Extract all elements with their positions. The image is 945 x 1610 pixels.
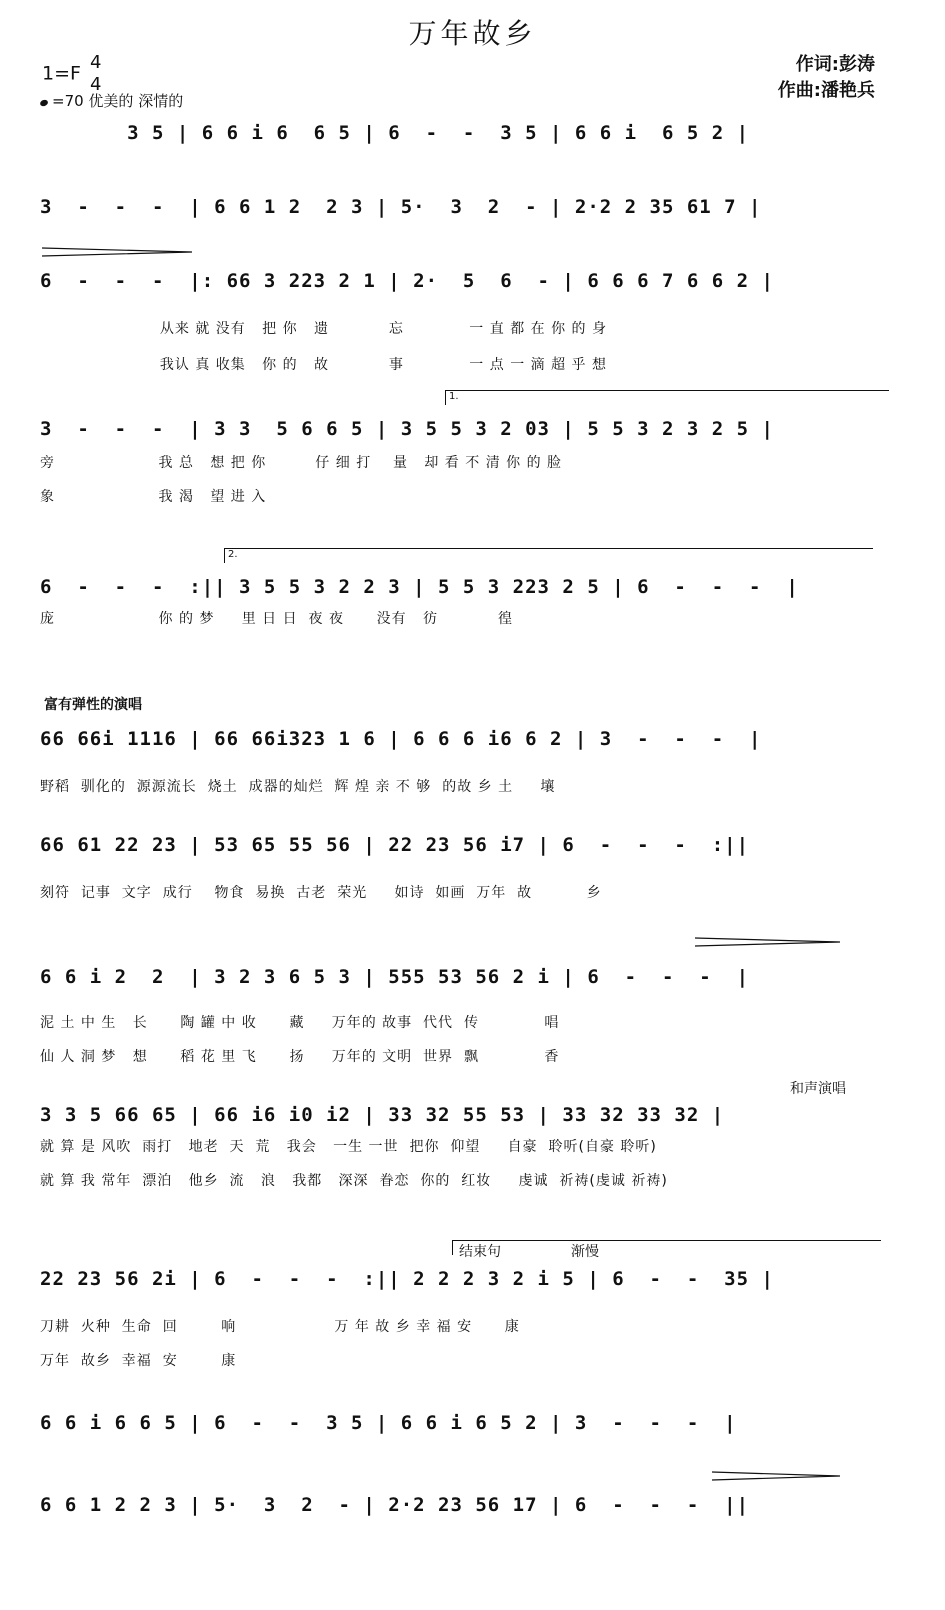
score-row-3 — [40, 270, 890, 304]
lyrics-line-4: 象 我 渴 望 进 入 — [40, 489, 267, 505]
score-row-6 — [40, 728, 890, 762]
notes: 3 - - - | 3 3 5 6 6 5 | 3 5 5 3 2 03 | 5 5 3 2 3 2 5 | — [40, 418, 774, 440]
tempo-marking — [40, 90, 183, 111]
notes: 6 6 1 2 2 3 | 5· 3 2 - | 2·2 23 56 17 | 6 - - - || — [40, 1494, 750, 1516]
score-row-4 — [40, 418, 890, 452]
lyrics-line-13: 万年 故乡 幸福 安 康 — [40, 1353, 237, 1369]
volta-2: 2. — [224, 548, 873, 563]
score-row-2 — [40, 196, 890, 230]
lyrics-line-12: 刀耕 火种 生命 回 响 万 年 故 乡 幸 福 安 康 — [40, 1319, 520, 1335]
notes: 22 23 56 2i | 6 - - - :|| 2 2 2 3 2 i 5 | 6 - - 35 | — [40, 1268, 774, 1290]
tempo-text: =70 优美的 深情的 — [52, 92, 184, 110]
notes: 6 - - - |: 66 3 223 2 1 | 2· 5 6 - | 6 6 6 7 6 6 2 | — [40, 270, 774, 292]
song-title: 万年故乡 — [408, 17, 537, 50]
lyrics-line-1: 从来 就 没有 把 你 遗 忘 一 直 都 在 你 的 身 — [40, 321, 608, 337]
lyrics-line-7: 刻符 记事 文字 成行 物食 易换 古老 荣光 如诗 如画 万年 故 乡 — [40, 885, 602, 901]
lyricist: 作词:彭涛 — [795, 54, 875, 75]
score-row-9 — [40, 1104, 890, 1138]
lyrics-line-5: 庞 你 的 梦 里 日 日 夜 夜 没有 彷 徨 — [40, 611, 513, 627]
volta-1: 1. — [445, 390, 889, 405]
lyrics-line-3: 旁 我 总 想 把 你 仔 细 打 量 却 看 不 清 你 的 脸 — [40, 455, 563, 471]
notes: 3 - - - | 6 6 1 2 2 3 | 5· 3 2 - | 2·2 2 35 61 7 | — [40, 196, 762, 218]
score-row-7 — [40, 834, 890, 868]
ending-bracket — [452, 1240, 881, 1260]
lyrics-line-8: 泥 土 中 生 长 陶 罐 中 收 藏 万年的 故事 代代 传 唱 — [40, 1015, 560, 1031]
score-row-12 — [40, 1494, 890, 1528]
score-row-5 — [40, 576, 890, 610]
score-row-1 — [40, 122, 890, 156]
time-bottom: 4 — [89, 74, 102, 95]
notes: 6 6 i 2 2 | 3 2 3 6 5 3 | 555 53 56 2 i | 6 - - - | — [40, 966, 750, 988]
lyrics-line-9: 仙 人 洞 梦 想 稻 花 里 飞 扬 万年的 文明 世界 飘 香 — [40, 1049, 560, 1065]
lyrics-line-6: 野稻 驯化的 源源流长 烧土 成器的灿烂 辉 煌 亲 不 够 的故 乡 土 壤 — [40, 779, 556, 795]
diminuendo-mark — [712, 1470, 840, 1482]
notes: 66 66i 1116 | 66 66i323 1 6 | 6 6 6 i6 6 2 | 3 - - - | — [40, 728, 762, 750]
score-row-8 — [40, 966, 890, 1000]
score-row-11 — [40, 1412, 890, 1446]
diminuendo-mark — [695, 936, 840, 948]
lyrics-line-2: 我认 真 收集 你 的 故 事 一 点 一 滴 超 乎 想 — [40, 357, 608, 373]
composer: 作曲:潘艳兵 — [777, 80, 875, 101]
harmony-label: 和声演唱 — [790, 1081, 846, 1097]
key-label: 1=F — [42, 62, 81, 85]
notes: 3 5 | 6 6 i 6 6 5 | 6 - - 3 5 | 6 6 i 6 5 2 | — [40, 122, 750, 144]
quarter-note-icon — [39, 99, 49, 107]
notes: 66 61 22 23 | 53 65 55 56 | 22 23 56 i7 | 6 - - - :|| — [40, 834, 750, 856]
score-row-10 — [40, 1268, 890, 1302]
time-top: 4 — [89, 52, 102, 73]
notes: 6 6 i 6 6 5 | 6 - - 3 5 | 6 6 i 6 5 2 | 3 - - - | — [40, 1412, 737, 1434]
lyrics-line-11: 就 算 我 常年 漂泊 他乡 流 浪 我都 深深 眷恋 你的 红妆 虔诚 祈祷(虔诚 祈祷) — [40, 1173, 668, 1189]
section-label: 富有弹性的演唱 — [44, 697, 142, 713]
notes: 3 3 5 66 65 | 66 i6 i0 i2 | 33 32 55 53 | 33 32 33 32 | — [40, 1104, 725, 1126]
rit-label: 渐慢 — [571, 1244, 599, 1260]
diminuendo-mark — [42, 246, 192, 258]
lyrics-line-10: 就 算 是 风吹 雨打 地老 天 荒 我会 一生 一世 把你 仰望 自豪 聆听(自豪 聆听) — [40, 1139, 657, 1155]
notes: 6 - - - :|| 3 5 5 3 2 2 3 | 5 5 3 223 2 5 | 6 - - - | — [40, 576, 799, 598]
ending-label: 结束句 — [459, 1244, 501, 1260]
